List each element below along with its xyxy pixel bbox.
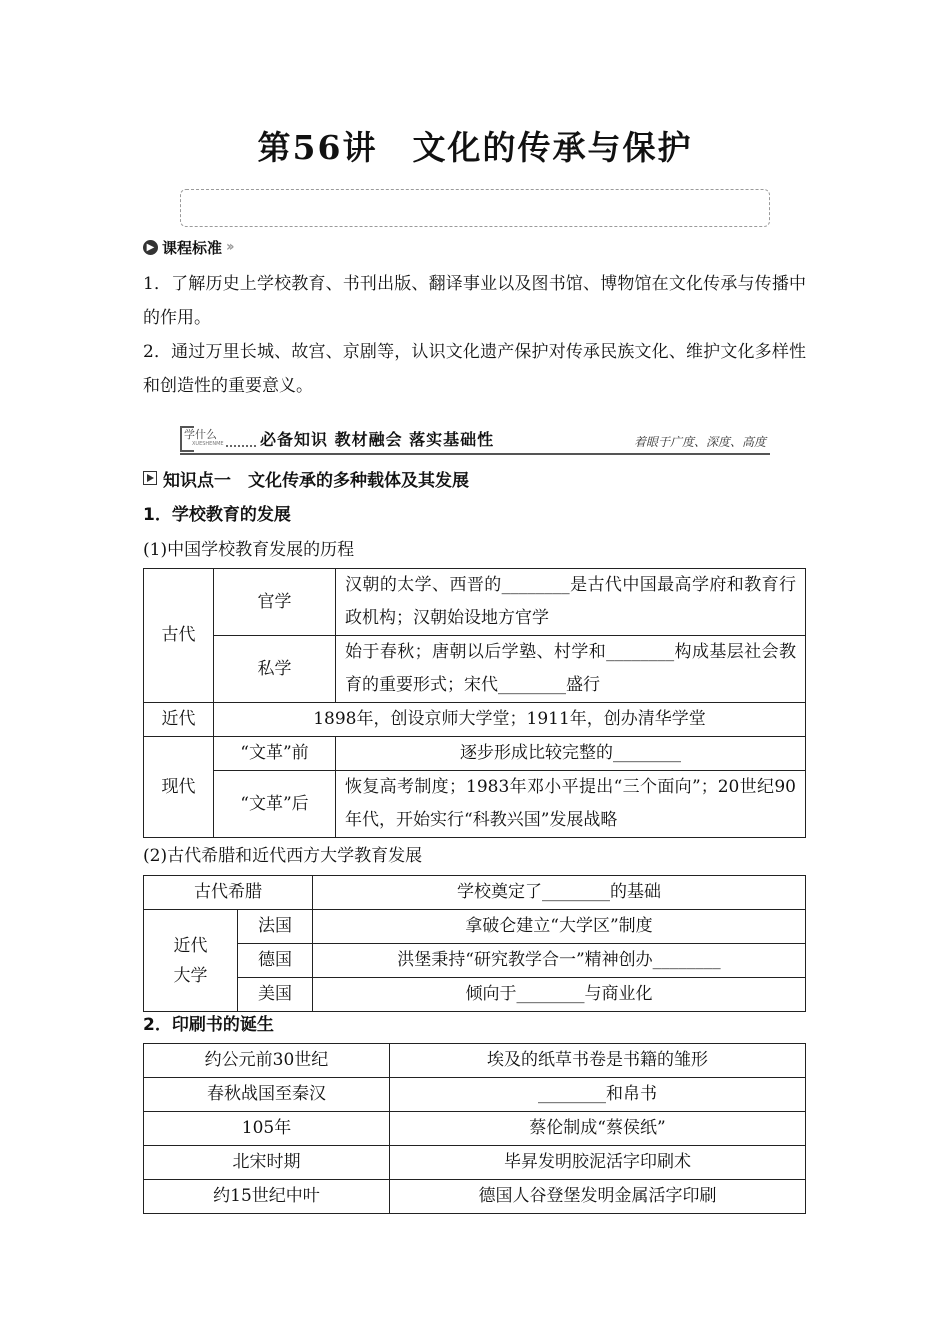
table-row — [144, 737, 806, 771]
double-chevron-icon: ›› — [226, 239, 232, 255]
table-row — [144, 1112, 806, 1146]
cell-period: 105年 — [144, 1112, 390, 1146]
cell-official-text: 汉朝的太学、西晋的________是古代中国最高学府和教育行政机构；汉朝始设地方官学 — [336, 569, 806, 636]
cell-usa-text: 倾向于________与商业化 — [313, 978, 806, 1012]
cell-france: 法国 — [238, 910, 313, 944]
page-title: 第56讲 文化的传承与保护 — [257, 128, 693, 167]
standard-item-1: 1．了解历史上学校教育、书刊出版、翻译事业以及图书馆、博物馆在文化传承与传播中的作用。 — [143, 274, 806, 328]
cell-period: 北宋时期 — [144, 1146, 390, 1180]
table-row — [144, 1180, 806, 1214]
cell-after-cr: “文革”后 — [214, 771, 336, 838]
cell-after-cr-text: 恢复高考制度；1983年邓小平提出“三个面向”；20世纪90年代，开始实行“科教兴国”发展战略 — [336, 771, 806, 838]
table-row — [144, 771, 806, 838]
knowledge-point-heading — [143, 467, 469, 489]
section2-heading: 2．印刷书的诞生 — [143, 1015, 274, 1035]
printing-table — [143, 1043, 806, 1214]
cell-modern-univ: 近代大学 — [144, 910, 238, 1012]
course-standard-text: 课程标准 — [162, 238, 223, 257]
table-row — [144, 1044, 806, 1078]
table-row — [144, 910, 806, 944]
cell-germany-text: 洪堡秉持“研究教学合一”精神创办________ — [313, 944, 806, 978]
cell-private: 私学 — [214, 636, 336, 703]
cell-france-text: 拿破仑建立“大学区”制度 — [313, 910, 806, 944]
standard-item-2: 2．通过万里长城、故宫、京剧等，认识文化遗产保护对传承民族文化、维护文化多样性和创造性的重要意义。 — [143, 342, 806, 396]
cell-before-cr: “文革”前 — [214, 737, 336, 771]
table-row — [144, 876, 806, 910]
cell-before-cr-text: 逐步形成比较完整的________ — [336, 737, 806, 771]
banner-subtitle: 着眼于广度、深度、高度 — [633, 435, 766, 449]
cell-event: 蔡伦制成“蔡侯纸” — [390, 1112, 806, 1146]
cell-modern: 近代 — [144, 703, 214, 737]
play-icon: ▶ — [143, 240, 158, 255]
table-row — [144, 703, 806, 737]
section-banner — [180, 425, 770, 455]
school-education-table — [143, 568, 806, 838]
course-standard-label — [143, 237, 232, 257]
cell-greece-text: 学校奠定了________的基础 — [313, 876, 806, 910]
western-university-table — [143, 875, 806, 1012]
banner-logo-sub: XUESHENME — [192, 441, 224, 447]
cell-modern-text: 1898年，创设京师大学堂；1911年，创办清华学堂 — [214, 703, 806, 737]
cell-usa: 美国 — [238, 978, 313, 1012]
knowledge-point-text: 知识点一 文化传承的多种载体及其发展 — [163, 470, 469, 491]
triangle-icon — [143, 471, 157, 485]
cell-greece: 古代希腊 — [144, 876, 313, 910]
section1-heading: 1．学校教育的发展 — [143, 505, 291, 525]
cell-private-text: 始于春秋；唐朝以后学塾、村学和________构成基层社会教育的重要形式；宋代________盛行 — [336, 636, 806, 703]
cell-period: 约15世纪中叶 — [144, 1180, 390, 1214]
table-row — [144, 1146, 806, 1180]
table-row — [144, 1078, 806, 1112]
table-row — [144, 569, 806, 636]
cell-ancient: 古代 — [144, 569, 214, 703]
cell-event: 德国人谷登堡发明金属活字印刷 — [390, 1180, 806, 1214]
section1-sub1: (1)中国学校教育发展的历程 — [143, 540, 355, 560]
banner-logo-text: 学什么 — [184, 428, 217, 441]
cell-period: 约公元前30世纪 — [144, 1044, 390, 1078]
cell-event: 埃及的纸草书卷是书籍的雏形 — [390, 1044, 806, 1078]
cell-event: 毕昇发明胶泥活字印刷术 — [390, 1146, 806, 1180]
cell-period: 春秋战国至秦汉 — [144, 1078, 390, 1112]
dashed-box — [180, 189, 770, 227]
table-row — [144, 944, 806, 978]
banner-logo — [180, 426, 226, 450]
table-row — [144, 978, 806, 1012]
cell-contemporary: 现代 — [144, 737, 214, 838]
cell-event: ________和帛书 — [390, 1078, 806, 1112]
cell-official: 官学 — [214, 569, 336, 636]
banner-title: 必备知识 教材融会 落实基础性 — [260, 430, 495, 449]
table-row — [144, 636, 806, 703]
cell-germany: 德国 — [238, 944, 313, 978]
section1-sub2: (2)古代希腊和近代西方大学教育发展 — [143, 846, 423, 866]
